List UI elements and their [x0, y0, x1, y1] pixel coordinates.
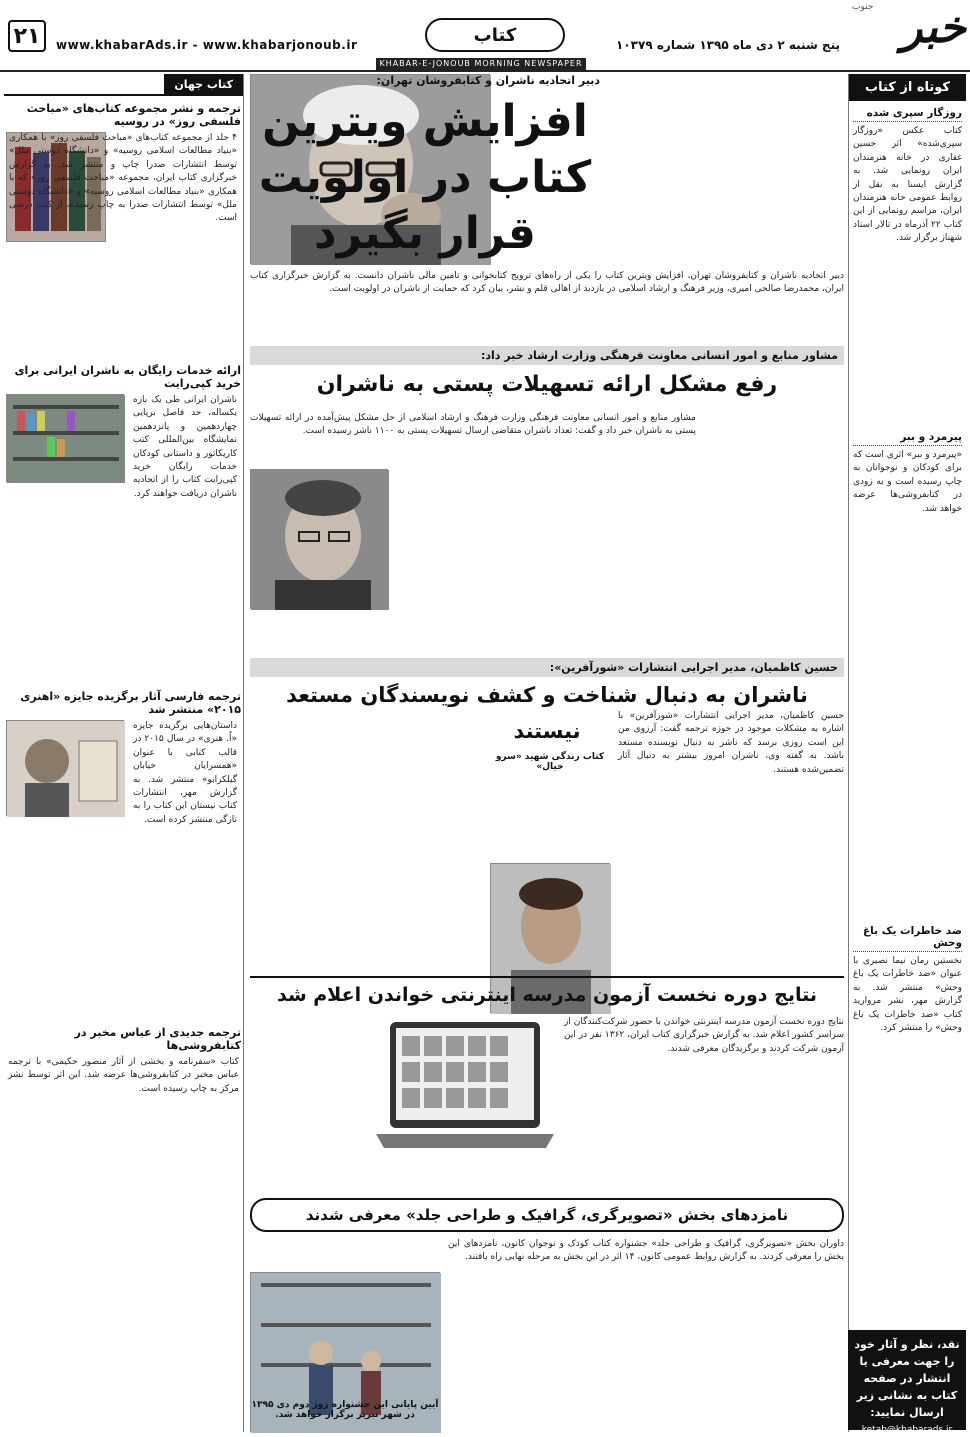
left-story-head: ترجمه جدیدی از عباس مخبر در کتابفروشی‌ها [74, 1026, 241, 1052]
logo: خبر [901, 2, 966, 53]
left-story-head: ترجمه فارسی آثار برگزیده جایزه «اهنری ۲۰۱۵» منتشر شد [20, 690, 241, 716]
left-story-head: ارائه خدمات رایگان به ناشران ایرانی برای خرید کپی‌رایت [14, 364, 241, 390]
story-3-caption: کتاب زندگی شهید «سرو خیال» [495, 752, 605, 772]
laptop-graphic [370, 1016, 560, 1166]
story-2-text: مشاور منابع و امور انسانی معاونت فرهنگی وزارت فرهنگ و ارشاد اسلامی از حل مشکل پیش‌آمده در ارائه تسهیلات پستی به ناشران خبر داد و گفت: تعداد ناشران متقاضی ارسال تسهیلات پستی به ۱۱۰۰ ناشر رسیده است. [250, 413, 696, 437]
story-5-text: داوران بخش «تصویرگری، گرافیک و طراحی جلد» جشنواره کتاب کودک و نوجوان کانون، نامزدهای این بخش را معرفی کردند. به گزارش روابط عمومی کانون، ۱۴ اثر در این بخش به مرحله نهایی راه یافتند. [448, 1239, 844, 1263]
story-5-headline: نامزدهای بخش «تصویرگری، گرافیک و طراحی جلد» معرفی شدند [250, 1198, 844, 1232]
story-3-headline: ناشران به دنبال شناخت و کشف نویسندگان مستعد نیستند [286, 683, 808, 743]
bookstore-photo [6, 394, 124, 482]
left-story [4, 394, 243, 684]
dateline: پنج شنبه ۲ دی ماه ۱۳۹۵ شماره ۱۰۳۷۹ [616, 38, 840, 52]
left-column-header [4, 74, 243, 96]
submission-box [848, 1330, 966, 1435]
left-story [4, 132, 243, 358]
right-column-title: کوتاه از کتاب [849, 74, 966, 101]
right-item [849, 107, 966, 425]
right-item-head: روزگار سپری شده [853, 107, 962, 122]
left-column-title: کتاب جهان [164, 74, 243, 94]
left-story-text: ناشران ایرانی طی یک بازه یکساله، حد فاصل برپایی چهاردهمین و پانزدهمین نمایشگاه بین‌المللی کتب کاریکاتور و داستانی کودکان خدمات رایگان خرید کپی‌رایت کتاب را از اتحادیه ناشران دریافت خواهند کرد. [133, 395, 237, 499]
left-column [4, 74, 244, 1432]
section-tab: کتاب [425, 18, 565, 52]
newspaper-strip: KHABAR-E-JONOUB MORNING NEWSPAPER [376, 58, 586, 70]
right-item-text: کتاب عکس «روزگار سپری‌شده» اثر حسین غفاری در خانه هنرمندان ایران رونمایی شد. به گزارش ایسنا به نقل از روابط عمومی خانه هنرمندان ایران، مراسم رونمایی از این کتاب ۲۲ آذرماه در تالار استاد شهناز برگزار شد. [853, 126, 962, 244]
story-4-headline: نتایج دوره نخست آزمون مدرسه اینترنتی خواندن اعلام شد [250, 976, 844, 1012]
right-item-text: «پیرمرد و ببر» اثری است که برای کودکان و نوجوانان به چاپ رسیده است و به زودی در کتابفروشی‌ها عرضه خواهد شد. [853, 450, 962, 514]
main-content [250, 74, 844, 1432]
left-story-text: داستان‌هایی برگزیده جایزه «اُ. هنری» در سال ۲۰۱۵ در قالب کتابی با عنوان «همسرایان خیابان گیلکرابو» منتشر شد. به گزارش مهر، انتشارات کتاب نیستان این کتاب را به تازگی منتشر کرده است. [133, 721, 238, 825]
story-3-text: حسین کاظمیان، مدیر اجرایی انتشارات «شورآفرین» با اشاره به مشکلات موجود در حوزه ترجمه گفت: آرزوی من این است روزی برسد که ناشر به دنبال نویسنده مستعد باشد. به گفته وی، ناشران امروز بیشتر به دنبال آثار تضمین‌شده هستند. [618, 711, 844, 775]
site-url[interactable]: www.khabarAds.ir - www.khabarjonoub.ir [56, 38, 358, 52]
story-1 [250, 74, 844, 340]
right-item-head: پیرمرد و ببر [853, 431, 962, 446]
submission-email[interactable]: ketab@khabarads.ir [861, 1425, 953, 1435]
right-item-head: ضد خاطرات یک باغ وحش [853, 925, 962, 952]
story-4-text: نتایج دوره نخست آزمون مدرسه اینترنتی خواندن با حضور شرکت‌کنندگان از سراسر کشور اعلام شد. به گزارش خبرگزاری کتاب ایران، ۱۳۶۲ نفر در این آزمون شرکت کردند و برگزیدگان معرفی شدند. [564, 1017, 844, 1054]
story-1-kicker: دبیر اتحادیه ناشران و کتابفروشان تهران: [376, 74, 600, 87]
left-story-text: کتاب «سفرنامه و بخشی از آثار منصور حکیمی» با ترجمه عباس مخبر در کتابفروشی‌ها عرضه شد. این اثر توسط نشر مرکز به چاپ رسیده است. [8, 1057, 239, 1094]
right-column [848, 74, 966, 1432]
story-5-caption: آیین پایانی این جشنواره روز دوم دی ۱۳۹۵ در شهر تبریز برگزار خواهد شد. [251, 1400, 439, 1420]
story-2 [250, 346, 844, 658]
bookshelf-icon [7, 395, 125, 483]
right-item [849, 431, 966, 919]
logo-sub: جنوب [852, 2, 874, 12]
story-3-kicker: حسین کاظمیان، مدیر اجرایی انتشارات «شورآفرین»: [250, 658, 844, 677]
story-5 [250, 1198, 844, 1432]
laptop-icon [370, 1016, 560, 1166]
page-number: ۲۱ [8, 20, 46, 52]
right-item [849, 925, 966, 1255]
story-3 [250, 658, 844, 976]
left-story [4, 720, 243, 1020]
submission-text: نقد، نظر و آثار خود را جهت معرفی یا انتشار در صفحه کتاب به نشانی زیر ارسال نمایید: [854, 1338, 960, 1419]
portrait-icon [7, 721, 125, 817]
story-2-kicker: مشاور منابع و امور انسانی معاونت فرهنگی وزارت ارشاد خبر داد: [250, 346, 844, 365]
story-4 [250, 976, 844, 1194]
story-1-headline: افزایش ویترین کتاب در اولویت قرار بگیرد [258, 96, 592, 259]
author-photo [6, 720, 124, 816]
right-item-text: نخستین رمان نیما نصیری با عنوان «ضد خاطرات یک باغ وحش» منتشر شد. به گزارش مهر، نشر مروارید کتاب «ضد خاطرات یک باغ وحش» را منتشر کرد. [853, 956, 962, 1034]
left-story-text: ۴ جلد از مجموعه کتاب‌های «مباحث فلسفی روز» با همکاری «بنیاد مطالعات اسلامی روسیه» و «دانشگاه دوستی ملل» توسط انتشارات صدرا چاپ و منتشر شد. به گزارش خبرگزاری کتاب ایران، مجموعه «مباحث فلسفی روز» که با همکاری «بنیاد مطالعات اسلامی روسیه» و «دانشگاه دوستی ملل» توسط انتشارات صدرا به چاپ رسیده، از کتب درسی است. [9, 133, 237, 224]
story-2-headline: رفع مشکل ارائه تسهیلات پستی به ناشران [316, 372, 778, 397]
left-story-head: ترجمه و نشر مجموعه کتاب‌های «مباحث فلسفی روز» در روسیه [26, 102, 241, 128]
story-1-text: دبیر اتحادیه ناشران و کتابفروشان تهران، افزایش ویترین کتاب را یکی از راه‌های ترویج کتابخوانی و تامین مالی ناشران دانست. به گزارش خبرگزاری کتاب ایران، محمدرضا صالحی امیری، وزیر فرهنگ و ارشاد اسلامی در بازدید از اهالی قلم و نشر، بیان کرد که حمایت از ناشران در اولویت است. [250, 271, 844, 295]
